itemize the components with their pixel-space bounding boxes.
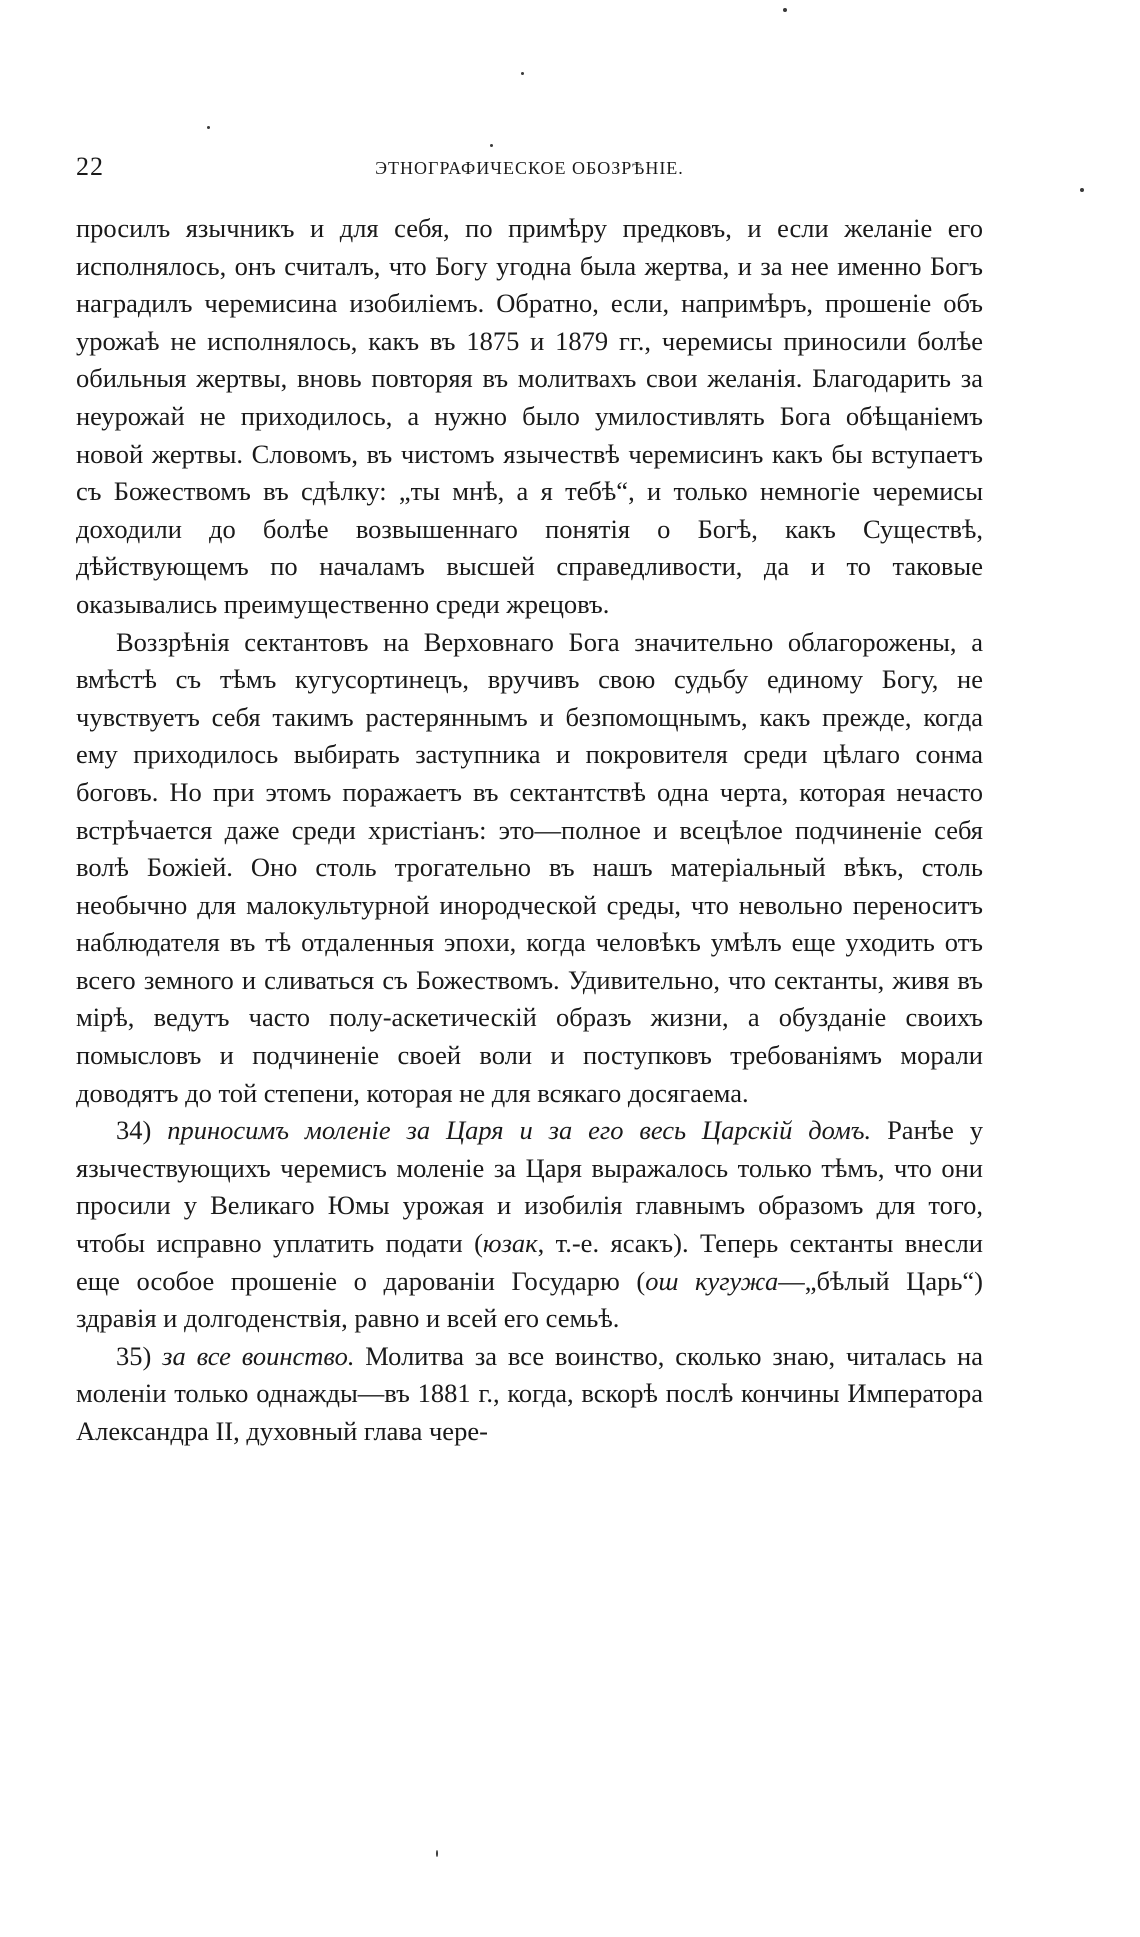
paragraph-text: Ранѣе у язычествующихъ черемисъ моленіе за Царя выражалось только тѣмъ, что они просили у Великаго Юмы урожая и изобилія главнымъ образомъ для того, чтобы исправно уплатить подати ( bbox=[76, 1115, 984, 1259]
paragraph-3 bbox=[76, 1112, 983, 1338]
paragraph-text: Молитва за все воинство, сколько знаю, читалась на моленіи только однажды—въ 1881 г., когда, вскорѣ послѣ кончины Императора Александра II, духовный глава чере- bbox=[76, 1340, 983, 1446]
scan-speck bbox=[207, 126, 210, 129]
page-header bbox=[76, 152, 983, 192]
running-title: ЭТНОГРАФИЧЕСКОЕ ОБОЗРѢНІЕ. bbox=[375, 158, 684, 178]
scan-speck bbox=[1080, 188, 1084, 192]
body-text bbox=[76, 210, 983, 1451]
italic-heading: приносимъ моленіе за Царя и за его весь Царскій домъ. bbox=[167, 1115, 872, 1146]
italic-term: ош кугужа bbox=[645, 1265, 779, 1296]
paragraph-4 bbox=[76, 1338, 983, 1451]
paragraph-2: Воззрѣнія сектантовъ на Верховнаго Бога значительно облагорожены, а вмѣстѣ съ тѣмъ кугусортинецъ, вручивъ свою судьбу единому Богу, не чувствуетъ себя такимъ растеряннымъ и безпомощнымъ, какъ прежде, когда ему приходилось выбирать заступника и покровителя среди цѣлаго сонма боговъ. Но при этомъ поражаетъ въ сектантствѣ одна черта, которая нечасто встрѣчается даже среди христіанъ: это—полное и всецѣлое подчиненіе себя волѣ Божіей. Оно столь трогательно въ нашъ матеріальный вѣкъ, столь необычно для малокультурной инородческой среды, что невольно переноситъ наблюдателя въ тѣ отдаленныя эпохи, когда человѣкъ умѣлъ еще уходить отъ всего земного и сливаться съ Божествомъ. Удивительно, что сектанты, живя въ мірѣ, ведутъ часто полу-аскетическій образъ жизни, а обузданіе своихъ помысловъ и подчиненіе своей воли и поступковъ требованіямъ морали доводятъ до той степени, которая не для всякаго досягаема. bbox=[76, 626, 983, 1108]
scan-speck bbox=[436, 1850, 438, 1857]
scan-speck bbox=[783, 8, 787, 12]
paragraph-1: просилъ язычникъ и для себя, по примѣру предковъ, и если желаніе его исполнялось, онъ считалъ, что Богу угодна была жертва, и за нее именно Богъ наградилъ черемисина изобиліемъ. Обратно, если, напримѣръ, прошеніе объ урожаѣ не исполнялось, какъ въ 1875 и 1879 гг., черемисы приносили болѣе обильныя жертвы, вновь повторяя въ молитвахъ свои желанія. Благодарить за неурожай не приходилось, а нужно было умилостивлять Бога обѣщаніемъ новой жертвы. Словомъ, въ чистомъ язычествѣ черемисинъ какъ бы вступаетъ съ Божествомъ въ сдѣлку: „ты мнѣ, а я тебѣ“, и только немногіе черемисы доходили до болѣе возвышеннаго понятія о Богѣ, какъ Существѣ, дѣйствующемъ по началамъ высшей справедливости, да и то таковые оказывались преимущественно среди жрецовъ. bbox=[76, 213, 983, 619]
item-number: 34) bbox=[116, 1115, 152, 1146]
italic-heading: за все воинство. bbox=[162, 1340, 355, 1371]
page-number: 22 bbox=[76, 152, 104, 181]
item-number: 35) bbox=[116, 1340, 152, 1371]
scan-speck bbox=[490, 144, 493, 147]
italic-term: юзак bbox=[482, 1228, 538, 1259]
paragraph-text: —„бѣлый Царь“) здравія и долгоденствія, равно и всей его семьѣ. bbox=[76, 1265, 984, 1334]
scan-speck bbox=[521, 72, 524, 75]
paragraph-text: , т.-е. ясакъ). Теперь сектанты внесли еще особое прошеніе о дарованіи Государю ( bbox=[76, 1228, 983, 1296]
